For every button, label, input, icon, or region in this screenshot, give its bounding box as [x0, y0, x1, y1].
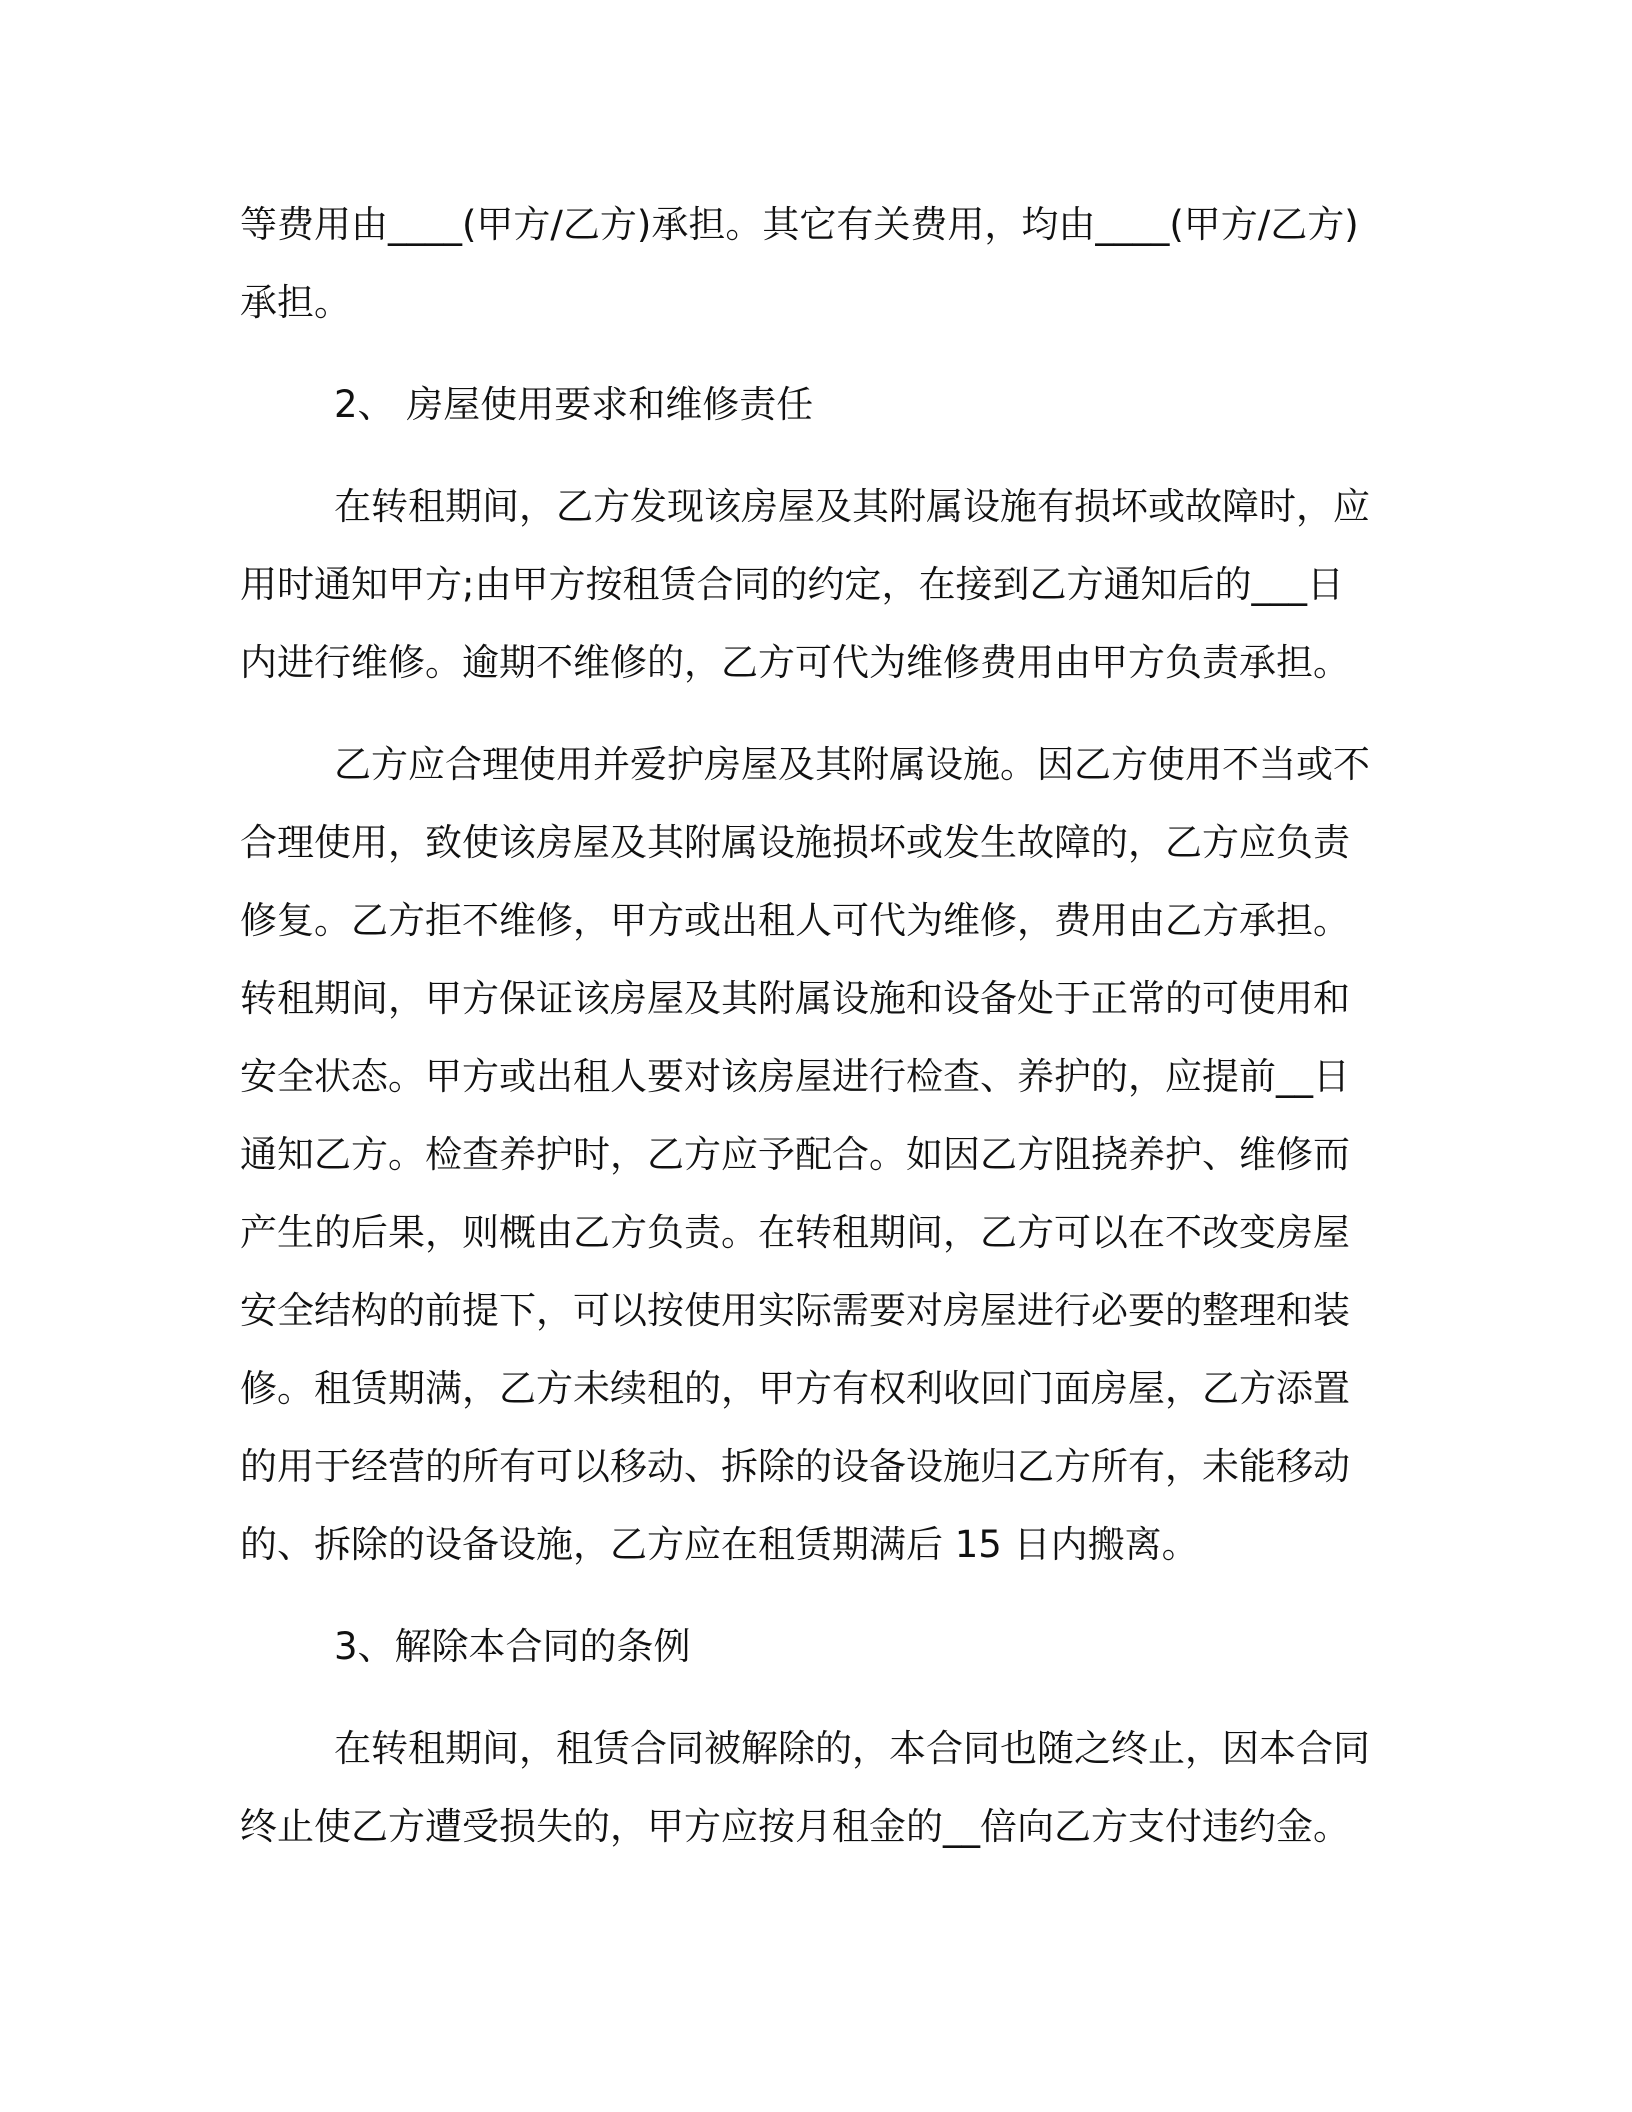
text-line: 用时通知甲方;由甲方按租赁合同的约定，在接到乙方通知后的___日: [240, 563, 1344, 606]
paragraph-proper-use: [240, 726, 1390, 1584]
text-line: 的、拆除的设备设施，乙方应在租赁期满后 15 日内搬离。: [240, 1523, 1199, 1566]
text-line: 在转租期间，乙方发现该房屋及其附属设施有损坏或故障时，应: [334, 485, 1370, 528]
text-line: 通知乙方。检查养护时，乙方应予配合。如因乙方阻挠养护、维修而: [240, 1133, 1350, 1176]
text-line: 修。租赁期满，乙方未续租的，甲方有权利收回门面房屋，乙方添置: [240, 1367, 1350, 1410]
text-line: 乙方应合理使用并爱护房屋及其附属设施。因乙方使用不当或不: [334, 743, 1370, 786]
text-line: 修复。乙方拒不维修，甲方或出租人可代为维修，费用由乙方承担。: [240, 899, 1350, 942]
text-line: 产生的后果，则概由乙方负责。在转租期间，乙方可以在不改变房屋: [240, 1211, 1350, 1254]
text-line: 转租期间，甲方保证该房屋及其附属设施和设备处于正常的可使用和: [240, 977, 1350, 1020]
text-line: 合理使用，致使该房屋及其附属设施损坏或发生故障的，乙方应负责: [240, 821, 1350, 864]
text-line: 等费用由____(甲方/乙方)承担。其它有关费用，均由____(甲方/乙方): [240, 203, 1359, 246]
text-line: 承担。: [240, 281, 351, 324]
text-line: 的用于经营的所有可以移动、拆除的设备设施归乙方所有，未能移动: [240, 1445, 1350, 1488]
paragraph-termination: [240, 1710, 1390, 1866]
section-heading-2: 2、 房屋使用要求和维修责任: [334, 383, 814, 426]
paragraph-fee-tail: [240, 186, 1390, 342]
text-line: 内进行维修。逾期不维修的，乙方可代为维修费用由甲方负责承担。: [240, 641, 1350, 684]
section-heading-3: 3、解除本合同的条例: [334, 1625, 691, 1668]
document-body: [240, 186, 1390, 1866]
paragraph-repair-notice: [240, 468, 1390, 702]
text-line: 在转租期间，租赁合同被解除的，本合同也随之终止，因本合同: [334, 1727, 1370, 1770]
text-line: 安全状态。甲方或出租人要对该房屋进行检查、养护的，应提前__日: [240, 1055, 1350, 1098]
text-line: 安全结构的前提下，可以按使用实际需要对房屋进行必要的整理和装: [240, 1289, 1350, 1332]
text-line: 终止使乙方遭受损失的，甲方应按月租金的__倍向乙方支付违约金。: [240, 1805, 1350, 1848]
